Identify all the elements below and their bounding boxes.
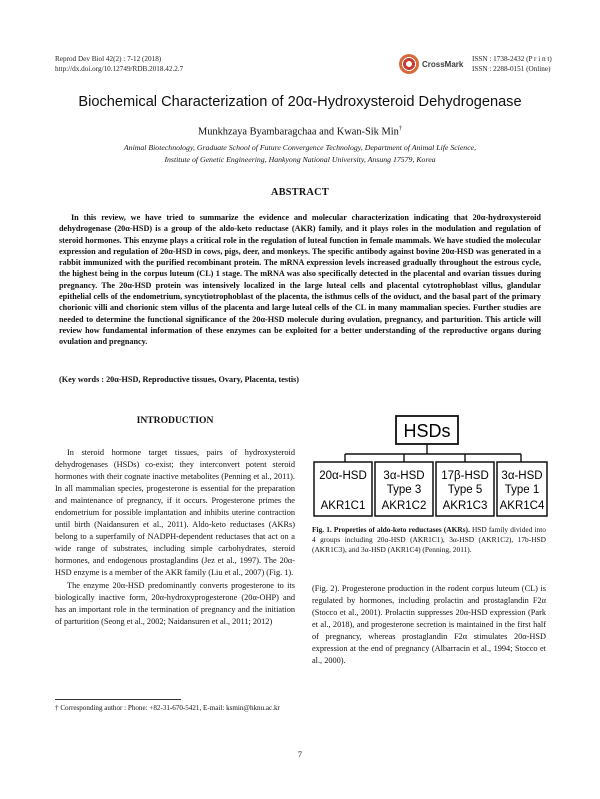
akr-box-2-bottom: AKR1C2	[381, 500, 427, 512]
article-title: Biochemical Characterization of 20α-Hydroxysteroid Dehydrogenase	[78, 94, 522, 110]
abstract-heading: ABSTRACT	[271, 187, 329, 198]
akr-box-4-bottom: AKR1C4	[499, 500, 545, 512]
right-column-paragraph: (Fig. 2). Progesterone production in the rodent corpus luteum (CL) is regulated by hormones, including prolactin and prostaglandin F2α (Stocco et al., 2001). Prolactin suppresses 20α-HSD expression (Park et al., 2018), and progesterone secretion is maintained in the first half of pregnancy, whereas prostaglandin F2α stimulates 20α-HSD expression at the end of pregnancy (Albarracin et al., 1994; Stocco et al., 2000).	[312, 584, 546, 666]
akr-box-1-bottom: AKR1C1	[320, 500, 366, 512]
issn-online: ISSN : 2288-0151 (Online)	[472, 65, 551, 73]
authors: Munkhzaya Byambaragchaa and Kwan-Sik Min	[197, 126, 399, 138]
issn-print: ISSN : 1738-2432 (P r i n t)	[472, 55, 552, 63]
right-column	[312, 583, 546, 667]
akr-box-2-mid: Type 3	[386, 484, 422, 496]
crossmark-icon[interactable]	[399, 54, 419, 74]
figure-caption-text: HSD family divided into 4 groups including 20α-HSD (AKR1C1), 3α-HSD (AKR1C2), 17b-HSD (AKR1C3), and 3α-HSD (AKR1C4) (Penning, 2011).	[312, 525, 546, 555]
journal-line: Reprod Dev Biol 42(2) : 7-12 (2018)	[55, 55, 162, 63]
introduction-heading: INTRODUCTION	[136, 415, 214, 426]
akr-box-2-top: 3α-HSD	[383, 470, 425, 482]
akr-box-2	[375, 454, 433, 516]
abstract-text: In this review, we have tried to summarize the evidence and molecular characterization indicating that 20α-hydroxysteroid dehydrogenase (20α-HSD) is a group of the aldo-keto reductase (AKR) family, and it plays roles in the modulation and regulation of steroid hormones. This enzyme plays a critical role in the regulation of luteal function in female mammals. We have studied the molecular expression and regulation of 20α-HSD in cows, pigs, deer, and monkeys. The specific antibody against bovine 20α-HSD was generated in a rabbit immunized with the purified recombinant protein. The mRNA expression levels increased gradually throughout the estrous cycle, the highest being in the corpus luteum (CL) 1 stage. The mRNA was also specifically detected in the placental and ovarian tissues during pregnancy. The 20α-HSD protein was intensively localized in the large luteal cells and placental cytotrophoblast villus, glandular epithelial cells of the endometrium, syncytiotrophoblast of the placenta, the isthmus cells of the oviduct, and the basal part of the primary chorionic villi and chorionic stem villus of the placenta and large luteal cells of the CL in many mammalian species. Further studies are needed to determine the functional significance of the 20α-HSD molecule during ovulation, pregnancy, and parturition. This article will review how fundamental information of these enzymes can be exploited for a better understanding of the reproductive organs during ovulation and pregnancy.	[59, 213, 541, 347]
figure-caption-label: Fig. 1. Properties of aldo-keto reductases (AKRs).	[312, 525, 470, 534]
intro-paragraph-2: The enzyme 20α-HSD predominantly converts progesterone to its biologically inactive form, 20α-hydroxyprogesterone (20α-OHP) and has an important role in the termination of pregnancy and the initiation of parturition (Seong et al., 2002; Naidansuren et al., 2011; 2012)	[55, 580, 295, 626]
akr-box-3	[436, 454, 494, 516]
affiliation-line-1: Animal Biotechnology, Graduate School of Future Convergence Technology, Department of Animal Life Science,	[123, 143, 477, 152]
footnote-divider	[55, 699, 181, 700]
root-label: HSDs	[403, 421, 451, 441]
left-column	[55, 447, 295, 628]
akr-box-3-mid: Type 5	[447, 484, 483, 496]
issn-block	[472, 54, 552, 74]
hsd-family-diagram	[305, 410, 550, 520]
corresponding-author-footnote: † Corresponding author : Phone: +82-31-670-5421, E-mail: ksmin@hknu.ac.kr	[55, 704, 280, 712]
akr-box-4	[497, 454, 547, 516]
author-line	[0, 125, 600, 137]
intro-paragraph-1: In steroid hormone target tissues, pairs of hydroxysteroid dehydrogenases (HSDs) co-exist; they interconvert potent steroid hormones with their cognate inactive metabolites (Penning et al., 2011). In all mammalian species, progesterone is essential for the preparation and maintenance of pregnancy, if it occurs. Progesterone primes the endometrium for possible implantation and inhibits uterine contraction until birth (Naidansuren et al., 2011). Aldo-keto reductases (AKRs) belong to a superfamily of NADPH-dependent reductases that act on a wide range of substrates, including simple carbohydrates, steroid hormones, and endogenous prostaglandins (Jez et al., 1997). The 20α-HSD enzyme is a member of the AKR family (Liu et al., 2007) (Fig. 1).	[55, 448, 295, 578]
crossmark-logo-text: CrossMark	[422, 60, 464, 69]
figure-caption	[312, 525, 546, 556]
keywords: (Key words : 20α-HSD, Reproductive tissues, Ovary, Placenta, testis)	[59, 375, 300, 384]
akr-box-1-top: 20α-HSD	[319, 470, 367, 482]
author-mark: †	[398, 125, 403, 132]
akr-box-4-top: 3α-HSD	[501, 470, 543, 482]
akr-box-1	[314, 454, 372, 516]
akr-box-3-bottom: AKR1C3	[442, 500, 488, 512]
page-number: 7	[297, 750, 303, 759]
akr-box-4-mid: Type 1	[504, 484, 540, 496]
doi-link[interactable]: http://dx.doi.org/10.12749/RDB.2018.42.2.7	[55, 65, 184, 73]
journal-citation	[55, 54, 183, 74]
affiliation-line-2: Institute of Genetic Engineering, Hankyong National University, Ansung 17579, Korea	[164, 155, 436, 164]
akr-box-3-top: 17β-HSD	[441, 470, 489, 482]
